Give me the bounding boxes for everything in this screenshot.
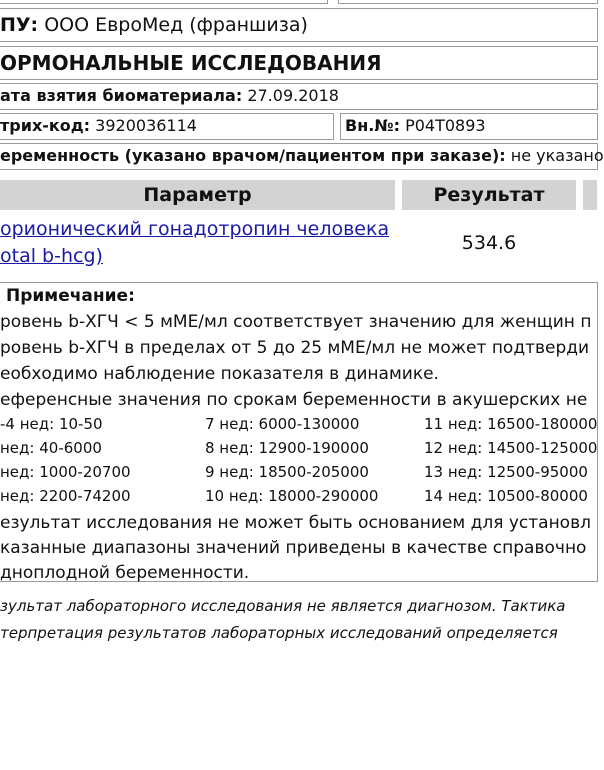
- col-header-result: Результат: [402, 180, 576, 210]
- ref-r1-c3: 11 нед: 16500-180000: [424, 415, 598, 433]
- param-link-line2[interactable]: otal b-hcg): [0, 245, 103, 267]
- ref-r3-c3: 13 нед: 12500-95000: [424, 463, 588, 481]
- ref-r2-c3: 12 нед: 14500-125000: [424, 439, 598, 457]
- note-after-2: казанные диапазоны значений приведены в качестве справочно: [0, 538, 587, 558]
- inner-no-value: P04T0893: [405, 116, 486, 135]
- date-label: ата взятия биоматериала:: [0, 86, 243, 105]
- top-box-left: [0, 0, 328, 4]
- note-after-3: дноплодной беременности.: [0, 563, 250, 583]
- barcode-line: [0, 116, 197, 136]
- lpu-line: [0, 13, 308, 37]
- pregnancy-line: [0, 146, 604, 166]
- ref-r3-c1: нед: 1000-20700: [0, 463, 131, 481]
- footer-line-2: терпретация результатов лабораторных исследований определяется: [0, 624, 558, 642]
- top-box-right: [338, 0, 598, 4]
- param-link-line1[interactable]: орионический гонадотропин человека: [0, 218, 390, 240]
- ref-r4-c1: нед: 2200-74200: [0, 487, 131, 505]
- ref-r4-c3: 14 нед: 10500-80000: [424, 487, 588, 505]
- barcode-label: трих-код:: [0, 116, 91, 135]
- footer-line-1: зультат лабораторного исследования не является диагнозом. Тактика: [0, 597, 566, 615]
- ref-r1-c1: -4 нед: 10-50: [0, 415, 103, 433]
- inner-no-line: [345, 116, 486, 136]
- ref-r3-c2: 9 нед: 18500-205000: [205, 463, 369, 481]
- result-value: 534.6: [461, 232, 517, 254]
- pregnancy-label: еременность (указано врачом/пациентом при заказе):: [0, 146, 506, 165]
- note-line-4: еферeнсные значения по срокам беременности в акушерских не: [0, 390, 588, 410]
- note-title: Примечание:: [6, 286, 135, 306]
- note-line-3: еобходимо наблюдение показателя в динамике.: [0, 364, 439, 384]
- col-header-param: Параметр: [0, 180, 395, 210]
- barcode-value: 3920036114: [95, 116, 197, 135]
- ref-r2-c1: нед: 40-6000: [0, 439, 102, 457]
- note-line-1: ровень b-ХГЧ < 5 мМЕ/мл соответствует значению для женщин п: [0, 312, 592, 332]
- section-title: ОРМОНАЛЬНЫЕ ИССЛЕДОВАНИЯ: [0, 51, 382, 75]
- ref-r4-c2: 10 нед: 18000-290000: [205, 487, 379, 505]
- inner-no-label: Вн.№:: [345, 116, 400, 135]
- ref-r2-c2: 8 нед: 12900-190000: [205, 439, 369, 457]
- ref-r1-c2: 7 нед: 6000-130000: [205, 415, 360, 433]
- note-after-1: езультат исследования не может быть основанием для установл: [0, 513, 591, 533]
- col-header-extra: [583, 180, 597, 210]
- date-line: [0, 86, 339, 106]
- lpu-value: ООО ЕвроМед (франшиза): [44, 14, 308, 36]
- note-line-2: ровень b-ХГЧ в пределах от 5 до 25 мМЕ/мл не может подтверди: [0, 338, 590, 358]
- lpu-label: ПУ:: [0, 14, 39, 36]
- pregnancy-value: не указано: [510, 146, 604, 165]
- date-value: 27.09.2018: [247, 86, 339, 105]
